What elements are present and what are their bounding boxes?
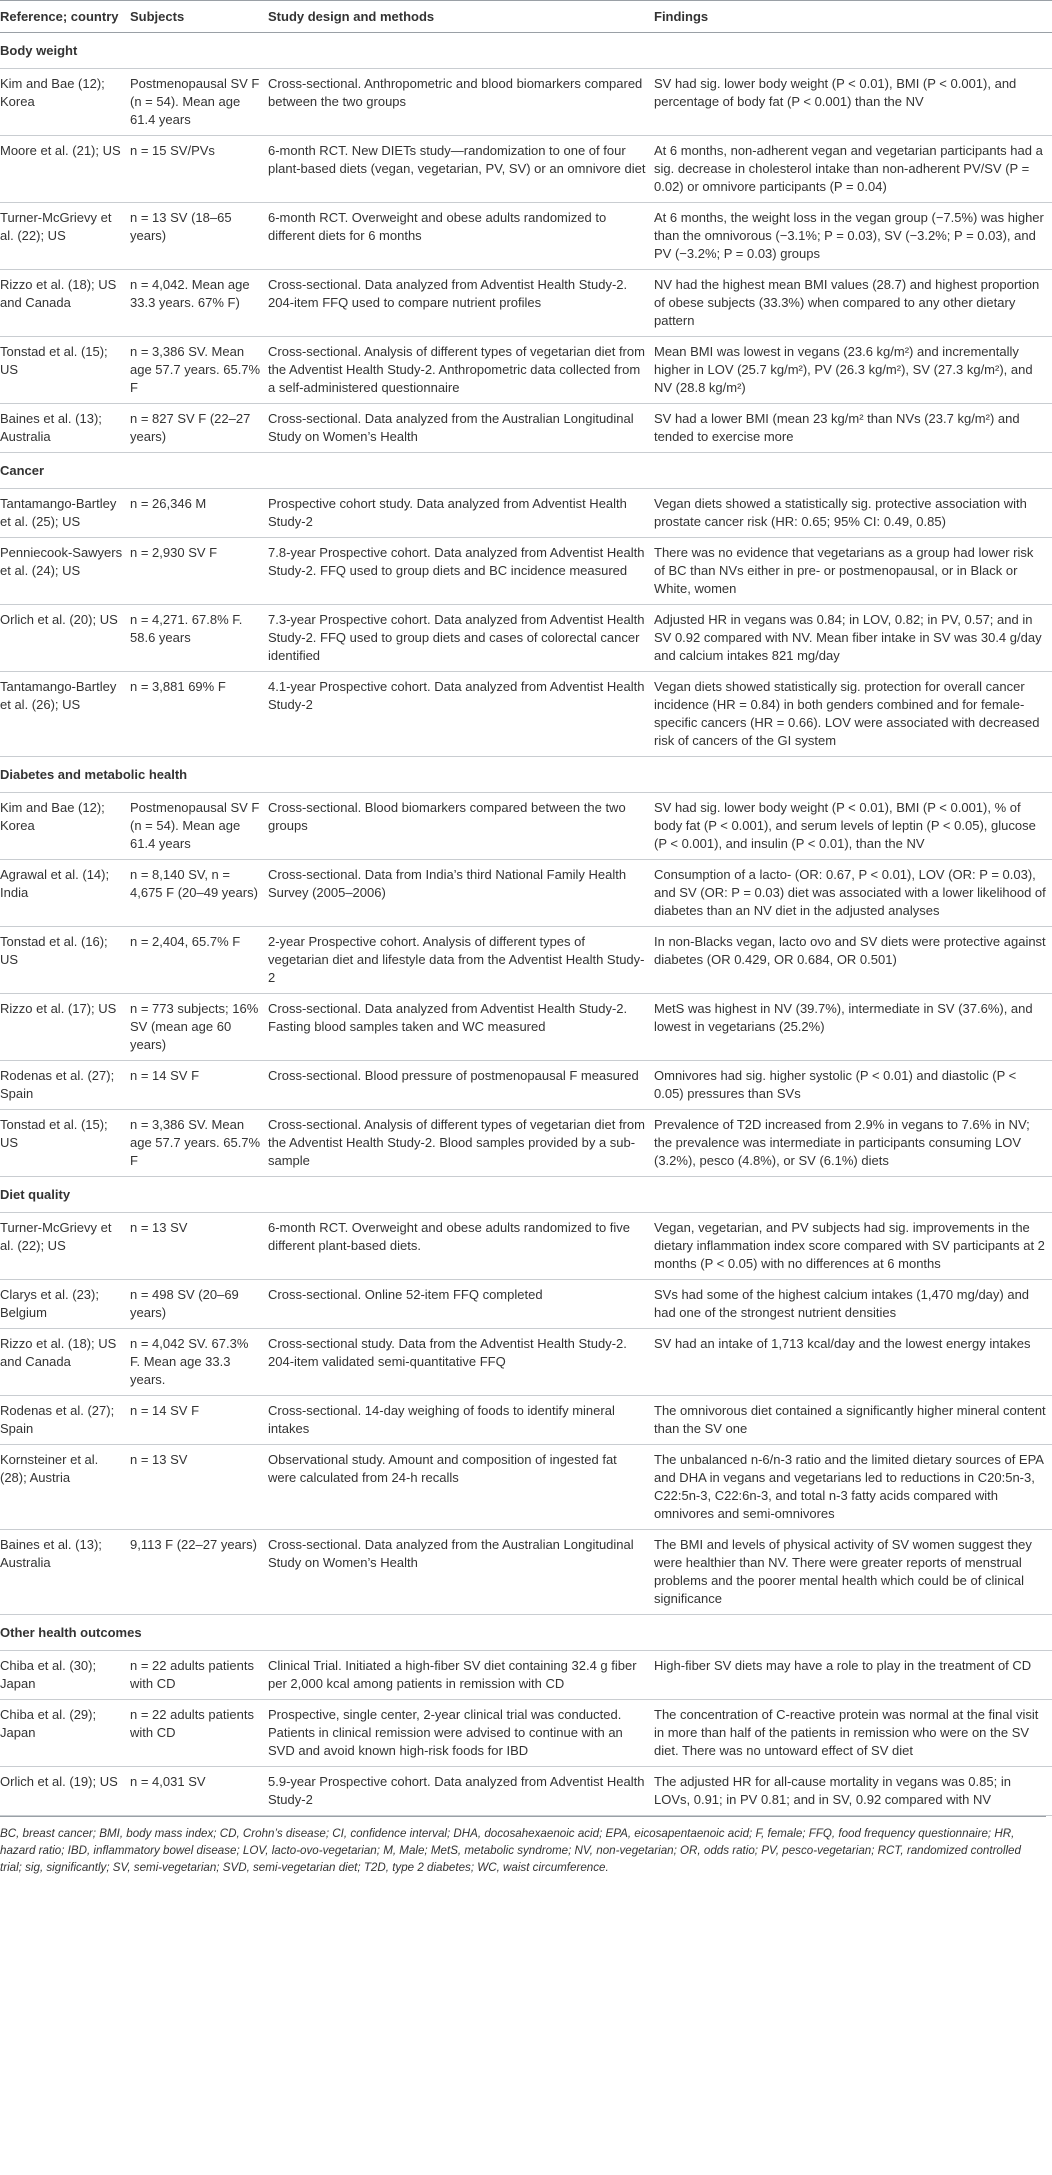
section-title: Diet quality (0, 1177, 1052, 1213)
reference-cell: Turner-McGrievy et al. (22); US (0, 203, 130, 270)
table-row (0, 672, 1052, 757)
findings-cell: SV had sig. lower body weight (P < 0.01), BMI (P < 0.001), and percentage of body fat (P < 0.001) than the NV (654, 69, 1052, 136)
subjects-cell: Postmenopausal SV F (n = 54). Mean age 61.4 years (130, 69, 268, 136)
section-row (0, 1177, 1052, 1213)
table-row (0, 136, 1052, 203)
header-subjects: Subjects (130, 9, 185, 24)
section-title: Other health outcomes (0, 1615, 1052, 1651)
subjects-cell: n = 22 adults patients with CD (130, 1651, 268, 1700)
findings-cell: In non-Blacks vegan, lacto ovo and SV diets were protective against diabetes (OR 0.429, OR 0.684, OR 0.501) (654, 927, 1052, 994)
findings-cell: Vegan diets showed a statistically sig. protective association with prostate cancer risk (HR: 0.65; 95% CI: 0.49, 0.85) (654, 489, 1052, 538)
table-row (0, 1329, 1052, 1396)
reference-cell: Agrawal et al. (14); India (0, 860, 130, 927)
section-row (0, 1615, 1052, 1651)
subjects-cell: n = 2,930 SV F (130, 538, 268, 605)
findings-cell: The unbalanced n-6/n-3 ratio and the limited dietary sources of EPA and DHA in vegans and vegetarians led to reductions in C20:5n-3, C22:5n-3, C22:6n-3, and total n-3 fatty acids compared with omnivores and semi-omnivores (654, 1445, 1052, 1530)
table-footnote: BC, breast cancer; BMI, body mass index; CD, Crohn’s disease; CI, confidence interval; DHA, docosahexaenoic acid; EPA, eicosapentaenoic acid; F, female; FFQ, food frequency questionnaire; HR, hazard ratio; IBD, inflammatory bowel disease; LOV, lacto-ovo-vegetarian; M, Male; MetS, metabolic syndrome; NV, non-vegetarian; OR, odds ratio; PV, pesco-vegetarian; RCT, randomized controlled trial; sig, significantly; SV, semi-vegetarian; SVD, semi-vegetarian diet; T2D, type 2 diabetes; WC, waist circumference. (0, 1816, 1046, 1876)
subjects-cell: n = 3,881 69% F (130, 672, 268, 757)
section-title: Cancer (0, 453, 1052, 489)
subjects-cell: n = 4,031 SV (130, 1767, 268, 1816)
subjects-cell: n = 14 SV F (130, 1061, 268, 1110)
findings-cell: Vegan diets showed statistically sig. protection for overall cancer incidence (HR = 0.84) in both genders combined and for female-specific cancers (HR = 0.66). LOV were associated with decreased risk of cancers of the GI system (654, 672, 1052, 757)
table-row (0, 69, 1052, 136)
design-cell: Cross-sectional. Data analyzed from the Australian Longitudinal Study on Women’s Health (268, 1530, 654, 1615)
table-row (0, 1396, 1052, 1445)
table-row (0, 1061, 1052, 1110)
table-row (0, 203, 1052, 270)
section-row (0, 33, 1052, 69)
reference-cell: Rodenas et al. (27); Spain (0, 1061, 130, 1110)
design-cell: Cross-sectional study. Data from the Adventist Health Study-2. 204-item validated semi-quantitative FFQ (268, 1329, 654, 1396)
design-cell: 6-month RCT. Overweight and obese adults randomized to different diets for 6 months (268, 203, 654, 270)
table-row (0, 1110, 1052, 1177)
header-findings: Findings (654, 9, 709, 24)
reference-cell: Chiba et al. (30); Japan (0, 1651, 130, 1700)
design-cell: Cross-sectional. Analysis of different types of vegetarian diet from the Adventist Health Study-2. Anthropometric data collected from a self-administered questionnaire (268, 337, 654, 404)
reference-cell: Clarys et al. (23); Belgium (0, 1280, 130, 1329)
design-cell: Prospective cohort study. Data analyzed from Adventist Health Study-2 (268, 489, 654, 538)
reference-cell: Kim and Bae (12); Korea (0, 793, 130, 860)
findings-cell: At 6 months, the weight loss in the vegan group (−7.5%) was higher than the omnivorous (−3.1%; P = 0.03), SV (−3.2%; P = 0.03), and PV (−3.2%; P = 0.03) groups (654, 203, 1052, 270)
design-cell: 5.9-year Prospective cohort. Data analyzed from Adventist Health Study-2 (268, 1767, 654, 1816)
findings-cell: High-fiber SV diets may have a role to play in the treatment of CD (654, 1651, 1052, 1700)
table-header (0, 1, 1052, 33)
section-row (0, 757, 1052, 793)
reference-cell: Orlich et al. (20); US (0, 605, 130, 672)
subjects-cell: n = 13 SV (18–65 years) (130, 203, 268, 270)
findings-cell: The adjusted HR for all-cause mortality in vegans was 0.85; in LOVs, 0.91; in PV 0.81; and in SV, 0.92 compared with NV (654, 1767, 1052, 1816)
reference-cell: Tonstad et al. (16); US (0, 927, 130, 994)
table-row (0, 404, 1052, 453)
reference-cell: Kornsteiner et al. (28); Austria (0, 1445, 130, 1530)
table-row (0, 337, 1052, 404)
findings-cell: Adjusted HR in vegans was 0.84; in LOV, 0.82; in PV, 0.57; and in SV 0.92 compared with NV. Mean fiber intake in SV was 30.4 g/day and calcium intakes 821 mg/day (654, 605, 1052, 672)
design-cell: Cross-sectional. Data from India’s third National Family Health Survey (2005–2006) (268, 860, 654, 927)
design-cell: Clinical Trial. Initiated a high-fiber SV diet containing 32.4 g fiber per 2,000 kcal among patients in remission with CD (268, 1651, 654, 1700)
reference-cell: Tonstad et al. (15); US (0, 337, 130, 404)
design-cell: 4.1-year Prospective cohort. Data analyzed from Adventist Health Study-2 (268, 672, 654, 757)
subjects-cell: n = 498 SV (20–69 years) (130, 1280, 268, 1329)
subjects-cell: n = 22 adults patients with CD (130, 1700, 268, 1767)
design-cell: Cross-sectional. Analysis of different types of vegetarian diet from the Adventist Health Study-2. Blood samples provided by a sub-sample (268, 1110, 654, 1177)
findings-cell: There was no evidence that vegetarians as a group had lower risk of BC than NVs either in pre- or postmenopausal, or in Black or White, women (654, 538, 1052, 605)
reference-cell: Baines et al. (13); Australia (0, 404, 130, 453)
section-title: Diabetes and metabolic health (0, 757, 1052, 793)
reference-cell: Orlich et al. (19); US (0, 1767, 130, 1816)
findings-cell: NV had the highest mean BMI values (28.7) and highest proportion of obese subjects (33.3%) when compared to any other dietary pattern (654, 270, 1052, 337)
reference-cell: Kim and Bae (12); Korea (0, 69, 130, 136)
table-row (0, 538, 1052, 605)
design-cell: Cross-sectional. Online 52-item FFQ completed (268, 1280, 654, 1329)
findings-cell: MetS was highest in NV (39.7%), intermediate in SV (37.6%), and lowest in vegetarians (25.2%) (654, 994, 1052, 1061)
subjects-cell: n = 26,346 M (130, 489, 268, 538)
subjects-cell: n = 827 SV F (22–27 years) (130, 404, 268, 453)
reference-cell: Tantamango-Bartley et al. (25); US (0, 489, 130, 538)
reference-cell: Moore et al. (21); US (0, 136, 130, 203)
design-cell: Observational study. Amount and composition of ingested fat were calculated from 24-h recalls (268, 1445, 654, 1530)
subjects-cell: n = 4,042 SV. 67.3% F. Mean age 33.3 years. (130, 1329, 268, 1396)
subjects-cell: n = 13 SV (130, 1445, 268, 1530)
subjects-cell: n = 2,404, 65.7% F (130, 927, 268, 994)
findings-cell: Vegan, vegetarian, and PV subjects had sig. improvements in the dietary inflammation index score compared with SV participants at 2 months (P < 0.05) with no differences at 6 months (654, 1213, 1052, 1280)
subjects-cell: n = 14 SV F (130, 1396, 268, 1445)
subjects-cell: n = 773 subjects; 16% SV (mean age 60 years) (130, 994, 268, 1061)
design-cell: 6-month RCT. Overweight and obese adults randomized to five different plant-based diets. (268, 1213, 654, 1280)
reference-cell: Rizzo et al. (18); US and Canada (0, 270, 130, 337)
findings-cell: SV had sig. lower body weight (P < 0.01), BMI (P < 0.001), % of body fat (P < 0.001), and serum levels of leptin (P < 0.05), glucose (P < 0.001), and insulin (P < 0.01), than the NV (654, 793, 1052, 860)
subjects-cell: n = 4,042. Mean age 33.3 years. 67% F) (130, 270, 268, 337)
subjects-cell: n = 8,140 SV, n = 4,675 F (20–49 years) (130, 860, 268, 927)
section-title: Body weight (0, 33, 1052, 69)
subjects-cell: Postmenopausal SV F (n = 54). Mean age 61.4 years (130, 793, 268, 860)
findings-cell: The BMI and levels of physical activity of SV women suggest they were healthier than NV. There were greater reports of menstrual problems and the poorer mental health which could be of clinical significance (654, 1530, 1052, 1615)
subjects-cell: n = 3,386 SV. Mean age 57.7 years. 65.7% F (130, 1110, 268, 1177)
reference-cell: Tonstad et al. (15); US (0, 1110, 130, 1177)
findings-cell: Prevalence of T2D increased from 2.9% in vegans to 7.6% in NV; the prevalence was intermediate in participants consuming LOV (3.2%), pesco (4.8%), or SV (6.1%) diets (654, 1110, 1052, 1177)
findings-cell: Omnivores had sig. higher systolic (P < 0.01) and diastolic (P < 0.05) pressures than SVs (654, 1061, 1052, 1110)
reference-cell: Penniecook-Sawyers et al. (24); US (0, 538, 130, 605)
subjects-cell: 9,113 F (22–27 years) (130, 1530, 268, 1615)
table-row (0, 1280, 1052, 1329)
table-row (0, 270, 1052, 337)
subjects-cell: n = 4,271. 67.8% F. 58.6 years (130, 605, 268, 672)
findings-cell: Mean BMI was lowest in vegans (23.6 kg/m²) and incrementally higher in LOV (25.7 kg/m²), PV (26.3 kg/m²), SV (27.3 kg/m²), and NV (28.8 kg/m²) (654, 337, 1052, 404)
table-row (0, 860, 1052, 927)
table-row (0, 1767, 1052, 1816)
design-cell: Cross-sectional. Blood pressure of postmenopausal F measured (268, 1061, 654, 1110)
design-cell: 7.8-year Prospective cohort. Data analyzed from Adventist Health Study-2. FFQ used to group diets and BC incidence measured (268, 538, 654, 605)
findings-cell: SV had a lower BMI (mean 23 kg/m² than NVs (23.7 kg/m²) and tended to exercise more (654, 404, 1052, 453)
findings-cell: SV had an intake of 1,713 kcal/day and the lowest energy intakes (654, 1329, 1052, 1396)
reference-cell: Rodenas et al. (27); Spain (0, 1396, 130, 1445)
table-row (0, 605, 1052, 672)
findings-cell: SVs had some of the highest calcium intakes (1,470 mg/day) and had one of the strongest nutrient densities (654, 1280, 1052, 1329)
table-row (0, 1445, 1052, 1530)
findings-cell: At 6 months, non-adherent vegan and vegetarian participants had a sig. decrease in cholesterol intake than non-adherent PV/SV (P = 0.02) or omnivore participants (P = 0.04) (654, 136, 1052, 203)
table-row (0, 1651, 1052, 1700)
table-row (0, 1530, 1052, 1615)
findings-cell: The omnivorous diet contained a significantly higher mineral content than the SV one (654, 1396, 1052, 1445)
design-cell: 2-year Prospective cohort. Analysis of different types of vegetarian diet and lifestyle data from the Adventist Health Study-2 (268, 927, 654, 994)
design-cell: 6-month RCT. New DIETs study—randomization to one of four plant-based diets (vegan, vegetarian, PV, SV) or an omnivore diet (268, 136, 654, 203)
subjects-cell: n = 13 SV (130, 1213, 268, 1280)
design-cell: Cross-sectional. Data analyzed from Adventist Health Study-2. 204-item FFQ used to compare nutrient profiles (268, 270, 654, 337)
table-row (0, 1700, 1052, 1767)
table-row (0, 793, 1052, 860)
design-cell: Cross-sectional. Data analyzed from the Australian Longitudinal Study on Women’s Health (268, 404, 654, 453)
reference-cell: Tantamango-Bartley et al. (26); US (0, 672, 130, 757)
design-cell: Prospective, single center, 2-year clinical trial was conducted. Patients in clinical remission were advised to continue with an SVD and avoid known high-risk foods for IBD (268, 1700, 654, 1767)
reference-cell: Baines et al. (13); Australia (0, 1530, 130, 1615)
reference-cell: Rizzo et al. (18); US and Canada (0, 1329, 130, 1396)
section-row (0, 453, 1052, 489)
reference-cell: Rizzo et al. (17); US (0, 994, 130, 1061)
findings-cell: Consumption of a lacto- (OR: 0.67, P < 0.01), LOV (OR: P = 0.03), and SV (OR: P = 0.03) diet was associated with a lower likelihood of diabetes than an NV diet in the adjusted analyses (654, 860, 1052, 927)
findings-cell: The concentration of C-reactive protein was normal at the final visit in more than half of the patients in remission who were on the SV diet. There was no untoward effect of SV diet (654, 1700, 1052, 1767)
reference-cell: Turner-McGrievy et al. (22); US (0, 1213, 130, 1280)
reference-cell: Chiba et al. (29); Japan (0, 1700, 130, 1767)
table-row (0, 994, 1052, 1061)
table-row (0, 927, 1052, 994)
design-cell: 7.3-year Prospective cohort. Data analyzed from Adventist Health Study-2. FFQ used to group diets and cases of colorectal cancer identified (268, 605, 654, 672)
table-row (0, 489, 1052, 538)
header-reference: Reference; country (0, 9, 119, 24)
design-cell: Cross-sectional. Data analyzed from Adventist Health Study-2. Fasting blood samples taken and WC measured (268, 994, 654, 1061)
design-cell: Cross-sectional. 14-day weighing of foods to identify mineral intakes (268, 1396, 654, 1445)
table-body (0, 33, 1052, 1816)
subjects-cell: n = 15 SV/PVs (130, 136, 268, 203)
design-cell: Cross-sectional. Blood biomarkers compared between the two groups (268, 793, 654, 860)
table-row (0, 1213, 1052, 1280)
subjects-cell: n = 3,386 SV. Mean age 57.7 years. 65.7% F (130, 337, 268, 404)
design-cell: Cross-sectional. Anthropometric and blood biomarkers compared between the two groups (268, 69, 654, 136)
header-design: Study design and methods (268, 9, 435, 24)
